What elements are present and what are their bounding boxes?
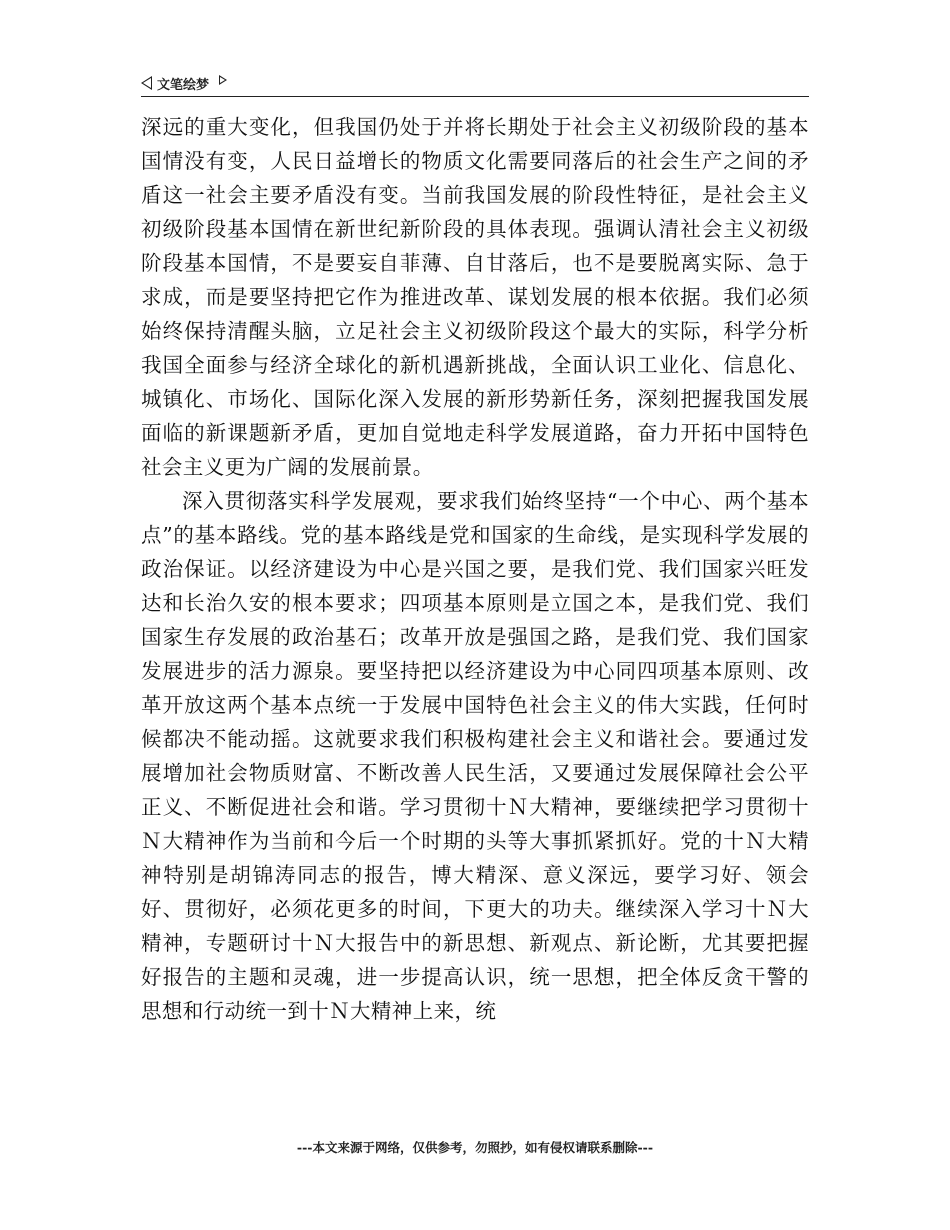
paragraph-1: 深远的重大变化，但我国仍处于并将长期处于社会主义初级阶段的基本国情没有变，人民日益增长的物质文化需要同落后的社会生产之间的矛盾这一社会主要矛盾没有变。当前我国发展的阶段性特征，是社会主义初级阶段基本国情在新世纪新阶段的具体表现。强调认清社会主义初级阶段基本国情，不是要妄自菲薄、自甘落后，也不是要脱离实际、急于求成，而是要坚持把它作为推进改革、谋划发展的根本依据。我们必须始终保持清醒头脑，立足社会主义初级阶段这个最大的实际，科学分析我国全面参与经济全球化的新机遇新挑战，全面认识工业化、信息化、城镇化、市场化、国际化深入发展的新形势新任务，深刻把握我国发展面临的新课题新矛盾，更加自觉地走科学发展道路，奋力开拓中国特色社会主义更为广阔的发展前景。 [141,115,809,479]
header-brand-group [141,72,227,94]
paragraph-2: 深入贯彻落实科学发展观，要求我们始终坚持“一个中心、两个基本点”的基本路线。党的基本路线是党和国家的生命线，是实现科学发展的政治保证。以经济建设为中心是兴国之要，是我们党、我们国家兴旺发达和长治久安的根本要求；四项基本原则是立国之本，是我们党、我们国家生存发展的政治基石；改革开放是强国之路，是我们党、我们国家发展进步的活力源泉。要坚持把以经济建设为中心同四项基本原则、改革开放这两个基本点统一于发展中国特色社会主义的伟大实践，任何时候都决不能动摇。这就要求我们积极构建社会主义和谐社会。要通过发展增加社会物质财富、不断改善人民生活，又要通过发展保障社会公平正义、不断促进社会和谐。学习贯彻十Ｎ大精神，要继续把学习贯彻十Ｎ大精神作为当前和今后一个时期的头等大事抓紧抓好。党的十Ｎ大精神特别是胡锦涛同志的报告，博大精深、意义深远，要学习好、领会好、贯彻好，必须花更多的时间，下更大的功夫。继续深入学习十Ｎ大精神，专题研讨十Ｎ大报告中的新思想、新观点、新论断，尤其要把握好报告的主题和灵魂，进一步提高认识，统一思想，把全体反贪干警的思想和行动统一到十Ｎ大精神上来，统 [141,489,809,1023]
footer-notice: ---本文来源于网络，仅供参考，勿照抄，如有侵权请联系删除--- [296,1140,654,1155]
document-body [141,110,809,1028]
triangle-left-icon [141,76,152,90]
brand-name: 文笔绘梦 [157,77,210,93]
triangle-right-icon [219,75,227,85]
page-header [141,72,809,97]
